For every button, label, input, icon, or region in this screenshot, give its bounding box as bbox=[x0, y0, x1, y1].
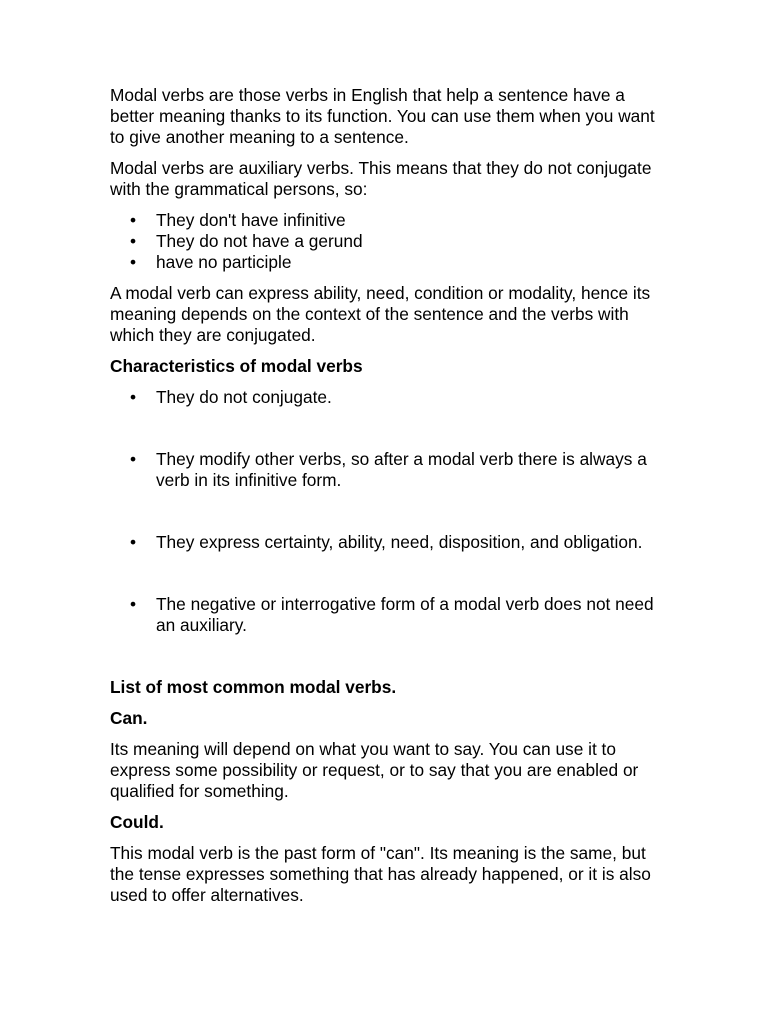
bullet-icon: • bbox=[130, 210, 137, 230]
bullet-icon: • bbox=[130, 231, 137, 251]
list-item bbox=[110, 252, 660, 273]
verb-properties-list bbox=[110, 210, 660, 273]
list-item-text: They do not conjugate. bbox=[156, 387, 332, 407]
list-item-text: They express certainty, ability, need, disposition, and obligation. bbox=[156, 532, 643, 552]
characteristics-list bbox=[110, 387, 660, 636]
intro-paragraph-3: A modal verb can express ability, need, condition or modality, hence its meaning depends on the context of the sentence and the verbs with which they are conjugated. bbox=[110, 283, 651, 345]
bullet-icon: • bbox=[130, 387, 137, 407]
characteristics-heading: Characteristics of modal verbs bbox=[110, 356, 363, 376]
bullet-icon: • bbox=[130, 449, 137, 469]
list-item bbox=[110, 449, 660, 491]
list-item bbox=[110, 231, 660, 252]
intro-paragraph-2: Modal verbs are auxiliary verbs. This means that they do not conjugate with the grammatical persons, so: bbox=[110, 158, 652, 199]
could-heading: Could. bbox=[110, 812, 164, 832]
can-heading: Can. bbox=[110, 708, 148, 728]
can-paragraph: Its meaning will depend on what you want to say. You can use it to express some possibility or request, or to say that you are enabled or qualified for something. bbox=[110, 739, 639, 801]
could-paragraph: This modal verb is the past form of "can". Its meaning is the same, but the tense expresses something that has already happened, or it is also used to offer alternatives. bbox=[110, 843, 651, 905]
list-item-text: have no participle bbox=[156, 252, 292, 272]
list-item-text: They modify other verbs, so after a modal verb there is always a verb in its infinitive form. bbox=[156, 449, 647, 490]
document-body bbox=[110, 85, 660, 916]
bullet-icon: • bbox=[130, 594, 137, 614]
list-item bbox=[110, 387, 660, 408]
list-item-text: They don't have infinitive bbox=[156, 210, 346, 230]
list-item bbox=[110, 594, 660, 636]
list-item bbox=[110, 532, 660, 553]
list-item-text: The negative or interrogative form of a modal verb does not need an auxiliary. bbox=[156, 594, 654, 635]
list-item-text: They do not have a gerund bbox=[156, 231, 363, 251]
modal-list-heading: List of most common modal verbs. bbox=[110, 677, 397, 697]
list-item bbox=[110, 210, 660, 231]
bullet-icon: • bbox=[130, 252, 137, 272]
bullet-icon: • bbox=[130, 532, 137, 552]
intro-paragraph-1: Modal verbs are those verbs in English that help a sentence have a better meaning thanks to its function. You can use them when you want to give another meaning to a sentence. bbox=[110, 85, 655, 147]
